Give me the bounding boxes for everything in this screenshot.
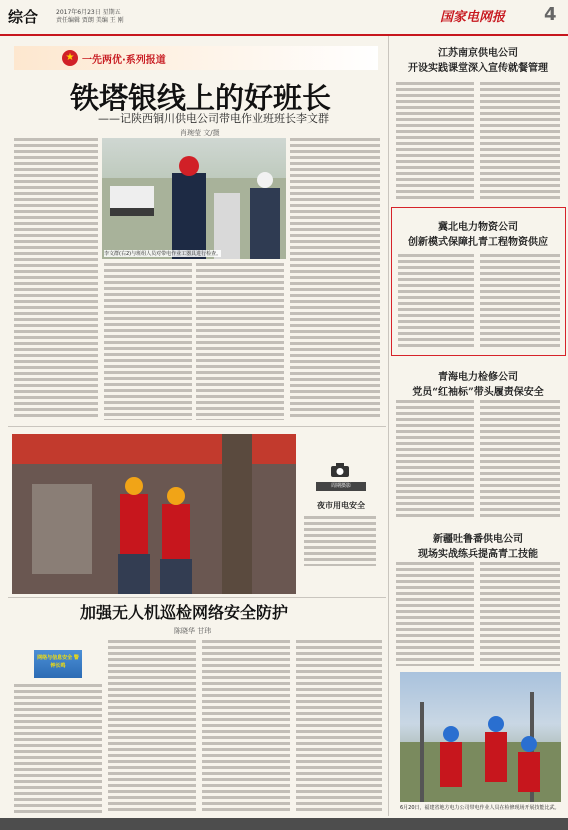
- right-article3-col2: [480, 400, 560, 518]
- right-article4-headline: [392, 530, 564, 560]
- night-market-photo: [12, 434, 296, 594]
- right-article2-title-line1: 冀北电力物资公司: [438, 222, 518, 233]
- banner-text: 一先两优·系列报道: [82, 55, 166, 66]
- lead-text-col2: [104, 263, 192, 420]
- night-market-scene: [12, 434, 296, 594]
- date-line: [56, 9, 124, 25]
- page-header: [0, 0, 568, 36]
- camera-icon: [330, 462, 350, 478]
- right-article4-col2: [480, 562, 560, 666]
- page-footer: [0, 818, 568, 830]
- sidebar-title: 夜市用电安全: [317, 501, 365, 510]
- section-name: 综合: [8, 8, 39, 26]
- right-article3-title-line1: 青海电力检修公司: [438, 372, 518, 383]
- lead-photo-caption: 李文群(右2)与班组人员对带电作业工器具进行检查。: [104, 251, 222, 257]
- thumbnail-text: 网络与信息安全 警钟长鸣: [37, 655, 79, 669]
- right-article1-title-line1: 江苏南京供电公司: [438, 48, 518, 59]
- safety-sidebar: [300, 450, 380, 575]
- right-article2-title-line2: 创新模式保障扎青工程物资供应: [408, 237, 548, 248]
- sidebar-text: [304, 516, 376, 566]
- lead-text-col4: [290, 138, 380, 420]
- right-article3-title-line2: 党员“红袖标”带头履责保安全: [412, 387, 544, 398]
- section-divider: [8, 426, 386, 427]
- lead-headline: 铁塔银线上的好班长: [70, 81, 332, 115]
- page-number: 4: [544, 4, 557, 25]
- right-article4-col1: [396, 562, 474, 666]
- lead-byline: 肖琬莹 文/摄: [180, 129, 220, 137]
- right-article1-headline: [392, 44, 564, 74]
- lead-photo-scene: [102, 138, 286, 259]
- right-article3-headline: [392, 368, 564, 398]
- right-article4-title-line2: 现场实战练兵提高青工技能: [418, 549, 538, 560]
- workers-photo: [400, 672, 561, 802]
- sidebar-tag: 周期摄影: [316, 482, 366, 491]
- lead-subtitle: ——记陕西铜川供电公司带电作业班班长李文群: [98, 112, 329, 125]
- lead-text-col1: [14, 138, 98, 420]
- drone-text-col4: [296, 640, 382, 814]
- drone-text-col2: [108, 640, 196, 814]
- drone-headline: 加强无人机巡检网络安全防护: [80, 603, 289, 622]
- drone-text-col3: [202, 640, 290, 814]
- security-thumbnail: [34, 650, 82, 678]
- right-article1-col2: [480, 82, 560, 200]
- masthead-logo: 国家电网报: [440, 10, 506, 25]
- workers-photo-scene: [400, 672, 561, 802]
- right-article1-col1: [396, 82, 474, 200]
- lead-text-col3: [196, 263, 284, 420]
- editor-text: 责任编辑 贾朗 美编 王 刚: [56, 17, 124, 24]
- drone-text-col1: [14, 684, 102, 814]
- workers-photo-caption: 6月20日，福建省地方电力公司带电作业人员在检修现场开展技能比武。: [400, 805, 560, 811]
- right-article2-headline: [392, 218, 564, 248]
- column-divider: [388, 36, 389, 816]
- right-article3-col1: [396, 400, 474, 518]
- drone-byline: 陈晓华 甘玮: [174, 627, 212, 635]
- right-article2-col1: [398, 254, 474, 350]
- lead-photo: [102, 138, 286, 259]
- right-article1-title-line2: 开设实践课堂深入宣传就餐管理: [408, 63, 548, 74]
- section-divider: [8, 597, 386, 598]
- right-article4-title-line1: 新疆吐鲁番供电公司: [433, 534, 523, 545]
- date-text: 2017年6月23日 星期五: [56, 9, 121, 16]
- right-article2-col2: [480, 254, 560, 350]
- series-banner: [14, 46, 378, 70]
- party-emblem-icon: ★: [62, 50, 78, 66]
